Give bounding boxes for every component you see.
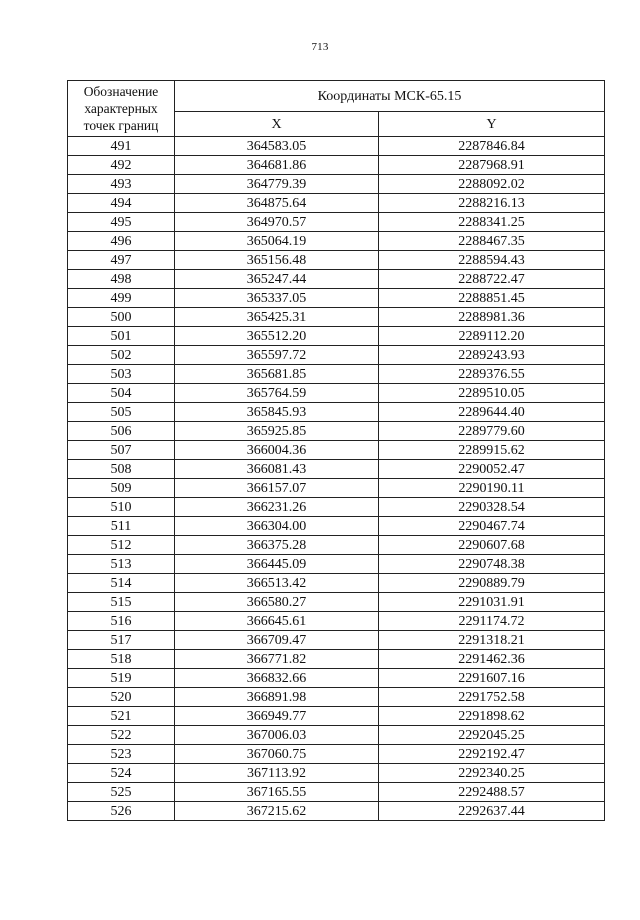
y-coordinate-cell: 2292637.44 [379,802,605,821]
table-row [68,764,605,783]
table-row [68,650,605,669]
x-coordinate-cell: 366304.00 [175,517,379,536]
coordinates-table [67,80,605,821]
point-number-cell: 512 [68,536,175,555]
point-number-cell: 505 [68,403,175,422]
x-coordinate-cell: 366081.43 [175,460,379,479]
y-coordinate-cell: 2292192.47 [379,745,605,764]
x-coordinate-cell: 365425.31 [175,308,379,327]
y-column-header: Y [379,112,605,137]
page-number: 713 [311,41,329,53]
table-row [68,289,605,308]
point-number-cell: 514 [68,574,175,593]
point-number-cell: 518 [68,650,175,669]
x-coordinate-cell: 364875.64 [175,194,379,213]
point-number-cell: 498 [68,270,175,289]
table-row [68,441,605,460]
x-coordinate-cell: 365512.20 [175,327,379,346]
table-row [68,631,605,650]
table-row [68,384,605,403]
table-row [68,346,605,365]
x-coordinate-cell: 367215.62 [175,802,379,821]
point-number-cell: 494 [68,194,175,213]
x-coordinate-cell: 365845.93 [175,403,379,422]
y-coordinate-cell: 2289779.60 [379,422,605,441]
table-row [68,612,605,631]
x-coordinate-cell: 367006.03 [175,726,379,745]
table-row [68,536,605,555]
point-number-cell: 523 [68,745,175,764]
table-row [68,574,605,593]
x-coordinate-cell: 364779.39 [175,175,379,194]
y-coordinate-cell: 2292045.25 [379,726,605,745]
x-coordinate-cell: 364583.05 [175,137,379,156]
y-coordinate-cell: 2289644.40 [379,403,605,422]
point-number-cell: 503 [68,365,175,384]
x-coordinate-cell: 366231.26 [175,498,379,517]
y-coordinate-cell: 2289376.55 [379,365,605,384]
y-coordinate-cell: 2288851.45 [379,289,605,308]
x-coordinate-cell: 365764.59 [175,384,379,403]
table-body [68,137,605,821]
x-coordinate-cell: 366832.66 [175,669,379,688]
x-coordinate-cell: 367060.75 [175,745,379,764]
table-row [68,707,605,726]
table-row [68,726,605,745]
y-coordinate-cell: 2290607.68 [379,536,605,555]
x-coordinate-cell: 366709.47 [175,631,379,650]
x-coordinate-cell: 367113.92 [175,764,379,783]
point-number-cell: 491 [68,137,175,156]
x-coordinate-cell: 366513.42 [175,574,379,593]
x-column-header: X [175,112,379,137]
x-coordinate-cell: 365247.44 [175,270,379,289]
point-number-cell: 510 [68,498,175,517]
table-row [68,156,605,175]
table-row [68,802,605,821]
y-coordinate-cell: 2288981.36 [379,308,605,327]
y-coordinate-cell: 2288341.25 [379,213,605,232]
y-coordinate-cell: 2289243.93 [379,346,605,365]
table-header [68,81,605,137]
point-number-cell: 521 [68,707,175,726]
point-number-cell: 502 [68,346,175,365]
point-number-cell: 522 [68,726,175,745]
point-number-cell: 497 [68,251,175,270]
y-coordinate-cell: 2291752.58 [379,688,605,707]
x-coordinate-cell: 366580.27 [175,593,379,612]
point-number-cell: 504 [68,384,175,403]
x-coordinate-cell: 366891.98 [175,688,379,707]
table-row [68,327,605,346]
point-number-cell: 499 [68,289,175,308]
table-row [68,498,605,517]
point-number-cell: 506 [68,422,175,441]
y-coordinate-cell: 2289112.20 [379,327,605,346]
table-row [68,479,605,498]
table-row [68,783,605,802]
y-coordinate-cell: 2291031.91 [379,593,605,612]
y-coordinate-cell: 2291318.21 [379,631,605,650]
x-coordinate-cell: 366157.07 [175,479,379,498]
y-coordinate-cell: 2287968.91 [379,156,605,175]
point-number-cell: 519 [68,669,175,688]
point-number-cell: 515 [68,593,175,612]
x-coordinate-cell: 366645.61 [175,612,379,631]
table-row [68,403,605,422]
table-row [68,175,605,194]
x-coordinate-cell: 364681.86 [175,156,379,175]
point-number-cell: 493 [68,175,175,194]
point-number-cell: 495 [68,213,175,232]
y-coordinate-cell: 2290052.47 [379,460,605,479]
y-coordinate-cell: 2290328.54 [379,498,605,517]
table-row [68,669,605,688]
table-row [68,232,605,251]
y-coordinate-cell: 2291607.16 [379,669,605,688]
y-coordinate-cell: 2288722.47 [379,270,605,289]
table-row [68,365,605,384]
point-number-cell: 501 [68,327,175,346]
table-row [68,460,605,479]
x-coordinate-cell: 365681.85 [175,365,379,384]
x-coordinate-cell: 365064.19 [175,232,379,251]
y-coordinate-cell: 2288216.13 [379,194,605,213]
y-coordinate-cell: 2291174.72 [379,612,605,631]
x-coordinate-cell: 365156.48 [175,251,379,270]
y-coordinate-cell: 2288092.02 [379,175,605,194]
point-number-cell: 509 [68,479,175,498]
point-number-cell: 500 [68,308,175,327]
x-coordinate-cell: 366949.77 [175,707,379,726]
point-number-cell: 507 [68,441,175,460]
table-row [68,517,605,536]
x-coordinate-cell: 365925.85 [175,422,379,441]
table-row [68,137,605,156]
table-row [68,745,605,764]
point-number-cell: 524 [68,764,175,783]
table-row [68,422,605,441]
table-row [68,213,605,232]
y-coordinate-cell: 2288467.35 [379,232,605,251]
table-row [68,555,605,574]
x-coordinate-cell: 366771.82 [175,650,379,669]
point-number-cell: 520 [68,688,175,707]
y-coordinate-cell: 2290467.74 [379,517,605,536]
y-coordinate-cell: 2287846.84 [379,137,605,156]
x-coordinate-cell: 366445.09 [175,555,379,574]
y-coordinate-cell: 2292488.57 [379,783,605,802]
y-coordinate-cell: 2288594.43 [379,251,605,270]
point-number-cell: 525 [68,783,175,802]
y-coordinate-cell: 2290748.38 [379,555,605,574]
point-number-cell: 492 [68,156,175,175]
x-coordinate-cell: 365597.72 [175,346,379,365]
point-number-cell: 496 [68,232,175,251]
table-row [68,308,605,327]
table-row [68,194,605,213]
table-row [68,251,605,270]
point-number-cell: 508 [68,460,175,479]
table-row [68,593,605,612]
x-coordinate-cell: 367165.55 [175,783,379,802]
x-coordinate-cell: 365337.05 [175,289,379,308]
table-row [68,688,605,707]
y-coordinate-cell: 2290190.11 [379,479,605,498]
y-coordinate-cell: 2292340.25 [379,764,605,783]
y-coordinate-cell: 2291462.36 [379,650,605,669]
y-coordinate-cell: 2291898.62 [379,707,605,726]
table-row [68,270,605,289]
x-coordinate-cell: 364970.57 [175,213,379,232]
point-number-cell: 517 [68,631,175,650]
point-number-cell: 516 [68,612,175,631]
y-coordinate-cell: 2289915.62 [379,441,605,460]
y-coordinate-cell: 2289510.05 [379,384,605,403]
point-number-cell: 511 [68,517,175,536]
point-number-cell: 526 [68,802,175,821]
point-number-cell: 513 [68,555,175,574]
point-label-header: Обозначение характерных точек границ [68,81,175,137]
x-coordinate-cell: 366004.36 [175,441,379,460]
y-coordinate-cell: 2290889.79 [379,574,605,593]
coordinates-group-header: Координаты МСК-65.15 [175,81,605,112]
x-coordinate-cell: 366375.28 [175,536,379,555]
